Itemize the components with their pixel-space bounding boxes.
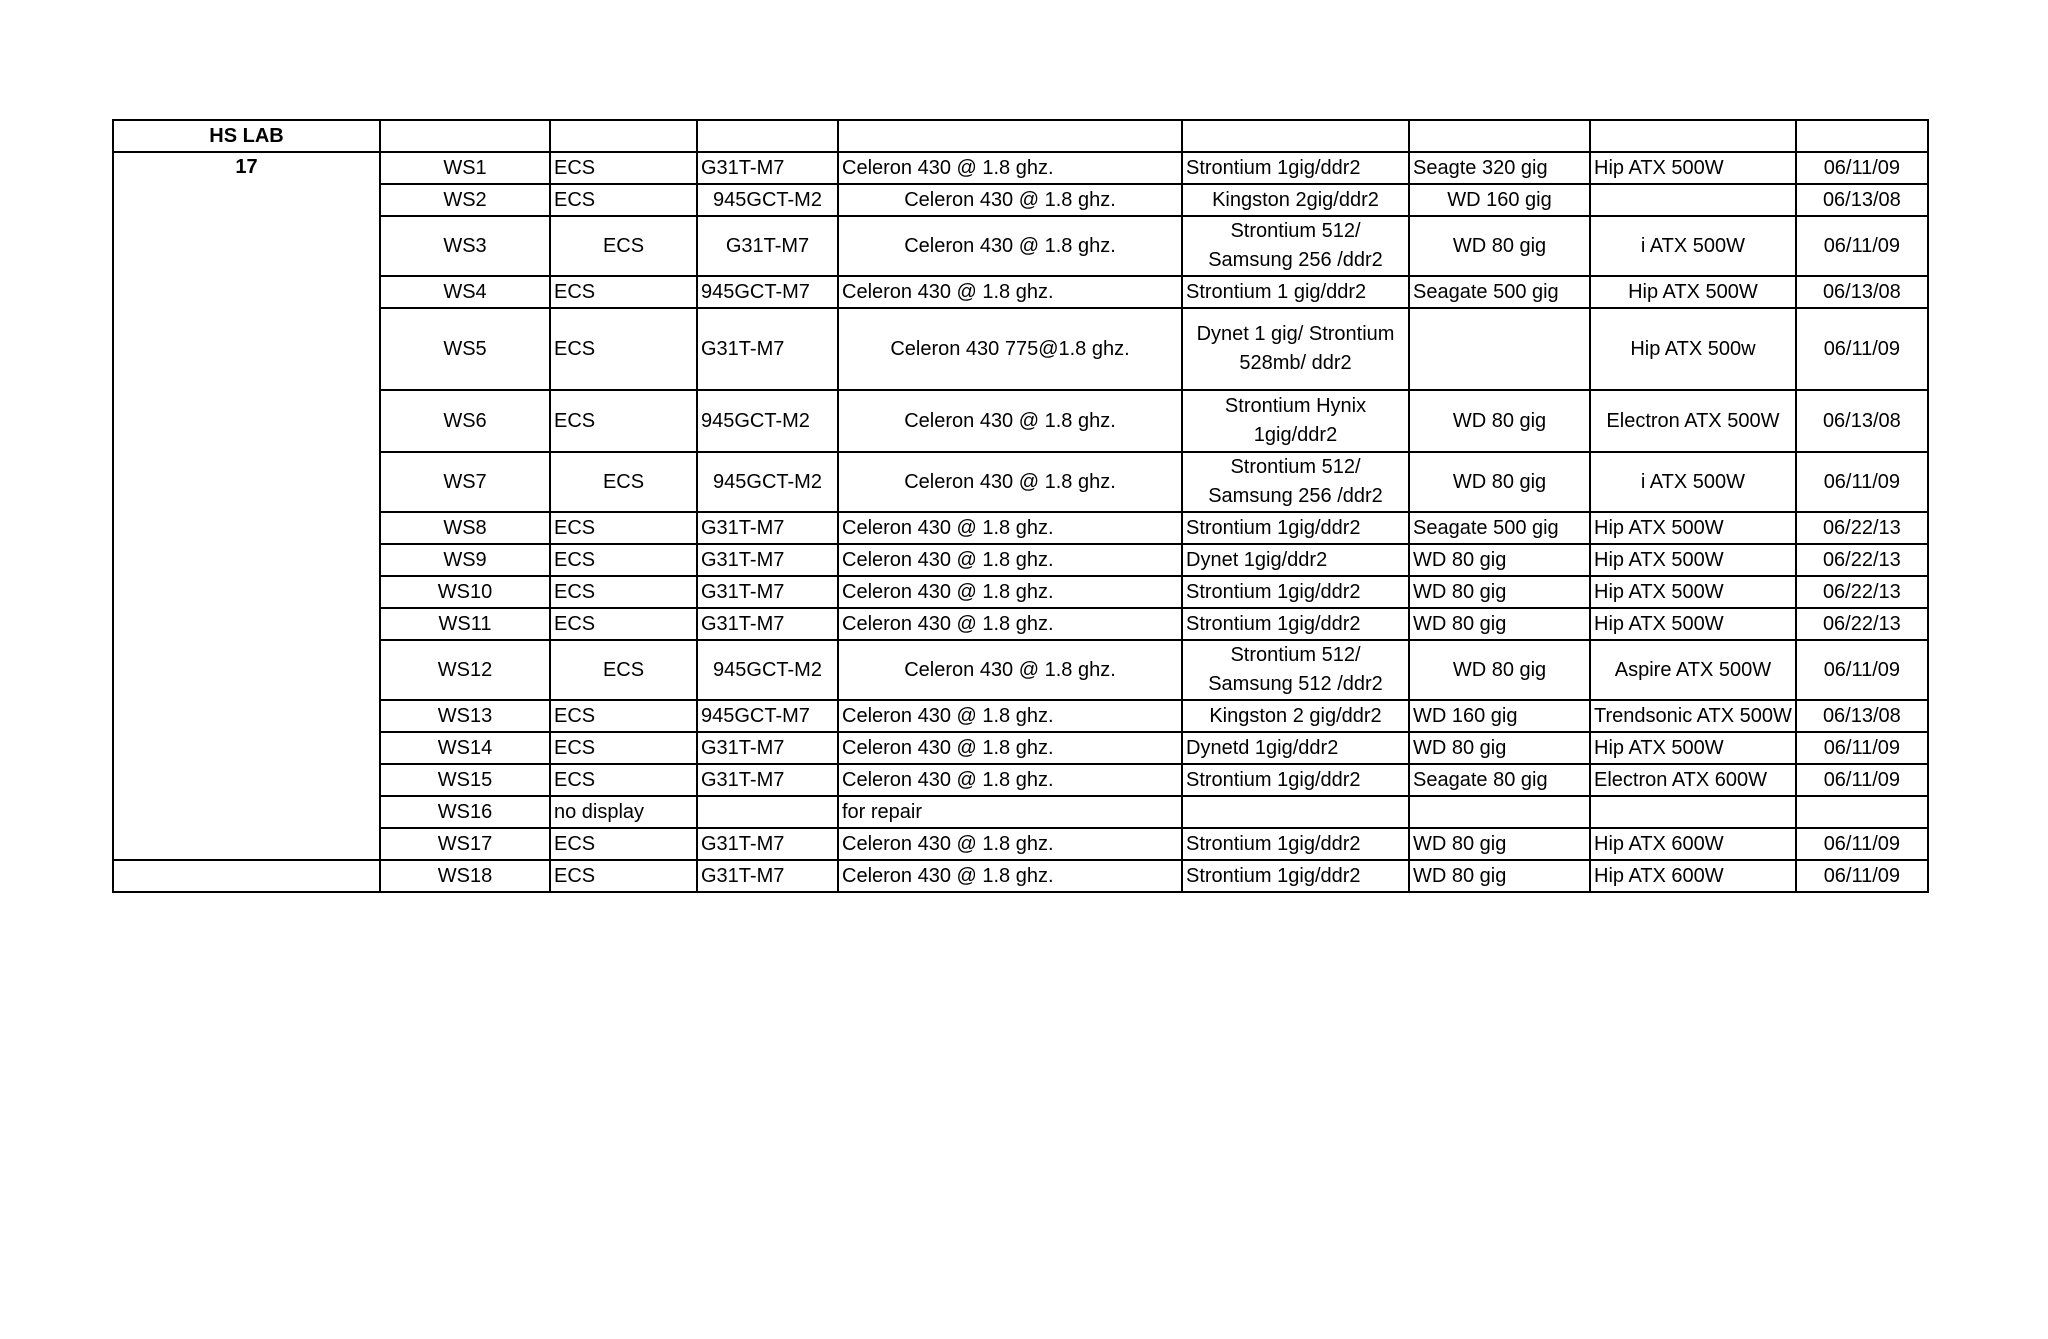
date-cell: 06/11/09 [1796, 452, 1928, 512]
cpu-cell: Celeron 430 @ 1.8 ghz. [838, 608, 1182, 640]
table-row [113, 764, 1928, 796]
hdd-cell: Seagate 500 gig [1409, 512, 1590, 544]
board-cell: G31T-M7 [697, 576, 838, 608]
table-row [113, 216, 1928, 276]
ws-cell: WS17 [380, 828, 550, 860]
table-row [113, 184, 1928, 216]
hdd-cell: WD 160 gig [1409, 184, 1590, 216]
ram-cell: Strontium 1gig/ddr2 [1182, 512, 1409, 544]
ram-cell: Strontium 1gig/ddr2 [1182, 828, 1409, 860]
psu-cell: Trendsonic ATX 500W [1590, 700, 1796, 732]
board-cell: G31T-M7 [697, 512, 838, 544]
table-row [113, 828, 1928, 860]
make-cell: ECS [550, 544, 697, 576]
board-cell [697, 796, 838, 828]
table-row [113, 700, 1928, 732]
inventory-sheet [112, 119, 1929, 893]
hdd-cell: WD 80 gig [1409, 576, 1590, 608]
cpu-cell: Celeron 430 @ 1.8 ghz. [838, 390, 1182, 452]
header-empty-cell [550, 120, 697, 152]
table-row [113, 152, 1928, 184]
ws-cell: WS8 [380, 512, 550, 544]
ram-cell: Kingston 2 gig/ddr2 [1182, 700, 1409, 732]
ws-cell: WS16 [380, 796, 550, 828]
header-empty-cell [1796, 120, 1928, 152]
date-cell: 06/11/09 [1796, 732, 1928, 764]
ws-cell: WS4 [380, 276, 550, 308]
cpu-cell: Celeron 430 @ 1.8 ghz. [838, 828, 1182, 860]
cpu-cell: Celeron 430 @ 1.8 ghz. [838, 512, 1182, 544]
psu-cell: Hip ATX 500W [1590, 152, 1796, 184]
hdd-cell: Seagte 320 gig [1409, 152, 1590, 184]
table-row [113, 860, 1928, 892]
ram-cell: Dynet 1 gig/ Strontium 528mb/ ddr2 [1182, 308, 1409, 390]
psu-cell: Electron ATX 500W [1590, 390, 1796, 452]
ram-cell: Dynetd 1gig/ddr2 [1182, 732, 1409, 764]
board-cell: G31T-M7 [697, 764, 838, 796]
cpu-cell: Celeron 430 @ 1.8 ghz. [838, 216, 1182, 276]
make-cell: no display [550, 796, 697, 828]
table-row [113, 512, 1928, 544]
psu-cell: Hip ATX 600W [1590, 828, 1796, 860]
ram-cell: Strontium 1 gig/ddr2 [1182, 276, 1409, 308]
header-empty-cell [380, 120, 550, 152]
ws-cell: WS11 [380, 608, 550, 640]
hdd-cell: Seagate 80 gig [1409, 764, 1590, 796]
date-cell: 06/22/13 [1796, 608, 1928, 640]
psu-cell: Aspire ATX 500W [1590, 640, 1796, 700]
empty-cell [113, 860, 380, 892]
date-cell: 06/11/09 [1796, 860, 1928, 892]
date-cell: 06/13/08 [1796, 700, 1928, 732]
cpu-cell: Celeron 430 @ 1.8 ghz. [838, 544, 1182, 576]
ram-cell [1182, 796, 1409, 828]
date-cell: 06/22/13 [1796, 544, 1928, 576]
ws-cell: WS9 [380, 544, 550, 576]
psu-cell: Hip ATX 500W [1590, 732, 1796, 764]
board-cell: G31T-M7 [697, 216, 838, 276]
date-cell: 06/13/08 [1796, 184, 1928, 216]
table-row [113, 308, 1928, 390]
ram-cell: Strontium 512/ Samsung 256 /ddr2 [1182, 216, 1409, 276]
psu-cell: i ATX 500W [1590, 216, 1796, 276]
ram-cell: Strontium 1gig/ddr2 [1182, 608, 1409, 640]
ram-cell: Kingston 2gig/ddr2 [1182, 184, 1409, 216]
hdd-cell: WD 80 gig [1409, 860, 1590, 892]
hdd-cell: WD 80 gig [1409, 452, 1590, 512]
ram-cell: Strontium 1gig/ddr2 [1182, 860, 1409, 892]
lab-count: 17 [113, 152, 380, 860]
date-cell: 06/11/09 [1796, 640, 1928, 700]
hdd-cell: WD 80 gig [1409, 640, 1590, 700]
make-cell: ECS [550, 276, 697, 308]
lab-label: HS LAB [113, 120, 380, 152]
board-cell: G31T-M7 [697, 544, 838, 576]
ram-cell: Strontium 512/ Samsung 512 /ddr2 [1182, 640, 1409, 700]
board-cell: G31T-M7 [697, 860, 838, 892]
table-row [113, 390, 1928, 452]
ws-cell: WS1 [380, 152, 550, 184]
ram-cell: Dynet 1gig/ddr2 [1182, 544, 1409, 576]
board-cell: G31T-M7 [697, 308, 838, 390]
make-cell: ECS [550, 576, 697, 608]
date-cell: 06/11/09 [1796, 216, 1928, 276]
make-cell: ECS [550, 390, 697, 452]
table-row [113, 276, 1928, 308]
table-row [113, 544, 1928, 576]
psu-cell [1590, 184, 1796, 216]
board-cell: 945GCT-M2 [697, 640, 838, 700]
hdd-cell: WD 80 gig [1409, 216, 1590, 276]
hdd-cell [1409, 308, 1590, 390]
cpu-cell: Celeron 430 @ 1.8 ghz. [838, 764, 1182, 796]
ws-cell: WS15 [380, 764, 550, 796]
header-empty-cell [1182, 120, 1409, 152]
make-cell: ECS [550, 732, 697, 764]
psu-cell: Hip ATX 500W [1590, 608, 1796, 640]
cpu-cell: Celeron 430 775@1.8 ghz. [838, 308, 1182, 390]
date-cell: 06/13/08 [1796, 390, 1928, 452]
hdd-cell: Seagate 500 gig [1409, 276, 1590, 308]
cpu-cell: Celeron 430 @ 1.8 ghz. [838, 576, 1182, 608]
board-cell: 945GCT-M2 [697, 184, 838, 216]
ram-cell: Strontium Hynix 1gig/ddr2 [1182, 390, 1409, 452]
date-cell: 06/22/13 [1796, 512, 1928, 544]
hdd-cell: WD 80 gig [1409, 828, 1590, 860]
cpu-cell: Celeron 430 @ 1.8 ghz. [838, 184, 1182, 216]
ws-cell: WS12 [380, 640, 550, 700]
cpu-cell: Celeron 430 @ 1.8 ghz. [838, 732, 1182, 764]
board-cell: G31T-M7 [697, 608, 838, 640]
board-cell: 945GCT-M2 [697, 390, 838, 452]
cpu-cell: Celeron 430 @ 1.8 ghz. [838, 276, 1182, 308]
hdd-cell: WD 80 gig [1409, 732, 1590, 764]
date-cell: 06/11/09 [1796, 828, 1928, 860]
cpu-cell: Celeron 430 @ 1.8 ghz. [838, 640, 1182, 700]
table-row [113, 608, 1928, 640]
hdd-cell: WD 80 gig [1409, 390, 1590, 452]
date-cell: 06/22/13 [1796, 576, 1928, 608]
cpu-cell: Celeron 430 @ 1.8 ghz. [838, 860, 1182, 892]
ws-cell: WS5 [380, 308, 550, 390]
header-empty-cell [838, 120, 1182, 152]
board-cell: 945GCT-M7 [697, 700, 838, 732]
psu-cell: Hip ATX 500W [1590, 544, 1796, 576]
ram-cell: Strontium 1gig/ddr2 [1182, 152, 1409, 184]
table-row [113, 452, 1928, 512]
ws-cell: WS10 [380, 576, 550, 608]
psu-cell: Hip ATX 500W [1590, 276, 1796, 308]
make-cell: ECS [550, 764, 697, 796]
hdd-cell: WD 80 gig [1409, 544, 1590, 576]
header-empty-cell [1590, 120, 1796, 152]
date-cell: 06/13/08 [1796, 276, 1928, 308]
psu-cell: Hip ATX 600W [1590, 860, 1796, 892]
make-cell: ECS [550, 512, 697, 544]
psu-cell [1590, 796, 1796, 828]
date-cell [1796, 796, 1928, 828]
ws-cell: WS7 [380, 452, 550, 512]
make-cell: ECS [550, 216, 697, 276]
header-row [113, 120, 1928, 152]
header-empty-cell [697, 120, 838, 152]
table-row [113, 796, 1928, 828]
ws-cell: WS3 [380, 216, 550, 276]
ws-cell: WS18 [380, 860, 550, 892]
table-row [113, 640, 1928, 700]
hdd-cell [1409, 796, 1590, 828]
table-row [113, 576, 1928, 608]
psu-cell: Hip ATX 500w [1590, 308, 1796, 390]
date-cell: 06/11/09 [1796, 764, 1928, 796]
make-cell: ECS [550, 152, 697, 184]
ws-cell: WS2 [380, 184, 550, 216]
cpu-cell: Celeron 430 @ 1.8 ghz. [838, 452, 1182, 512]
board-cell: G31T-M7 [697, 732, 838, 764]
date-cell: 06/11/09 [1796, 308, 1928, 390]
ws-cell: WS6 [380, 390, 550, 452]
make-cell: ECS [550, 828, 697, 860]
make-cell: ECS [550, 700, 697, 732]
hdd-cell: WD 80 gig [1409, 608, 1590, 640]
board-cell: 945GCT-M2 [697, 452, 838, 512]
cpu-cell: Celeron 430 @ 1.8 ghz. [838, 152, 1182, 184]
inventory-table [112, 119, 1929, 893]
board-cell: G31T-M7 [697, 152, 838, 184]
ws-cell: WS13 [380, 700, 550, 732]
header-empty-cell [1409, 120, 1590, 152]
make-cell: ECS [550, 860, 697, 892]
psu-cell: Electron ATX 600W [1590, 764, 1796, 796]
table-row [113, 732, 1928, 764]
make-cell: ECS [550, 452, 697, 512]
board-cell: 945GCT-M7 [697, 276, 838, 308]
cpu-cell: Celeron 430 @ 1.8 ghz. [838, 700, 1182, 732]
ram-cell: Strontium 512/ Samsung 256 /ddr2 [1182, 452, 1409, 512]
psu-cell: Hip ATX 500W [1590, 512, 1796, 544]
ram-cell: Strontium 1gig/ddr2 [1182, 764, 1409, 796]
cpu-cell: for repair [838, 796, 1182, 828]
psu-cell: i ATX 500W [1590, 452, 1796, 512]
ram-cell: Strontium 1gig/ddr2 [1182, 576, 1409, 608]
make-cell: ECS [550, 608, 697, 640]
make-cell: ECS [550, 308, 697, 390]
board-cell: G31T-M7 [697, 828, 838, 860]
ws-cell: WS14 [380, 732, 550, 764]
psu-cell: Hip ATX 500W [1590, 576, 1796, 608]
hdd-cell: WD 160 gig [1409, 700, 1590, 732]
make-cell: ECS [550, 640, 697, 700]
make-cell: ECS [550, 184, 697, 216]
date-cell: 06/11/09 [1796, 152, 1928, 184]
